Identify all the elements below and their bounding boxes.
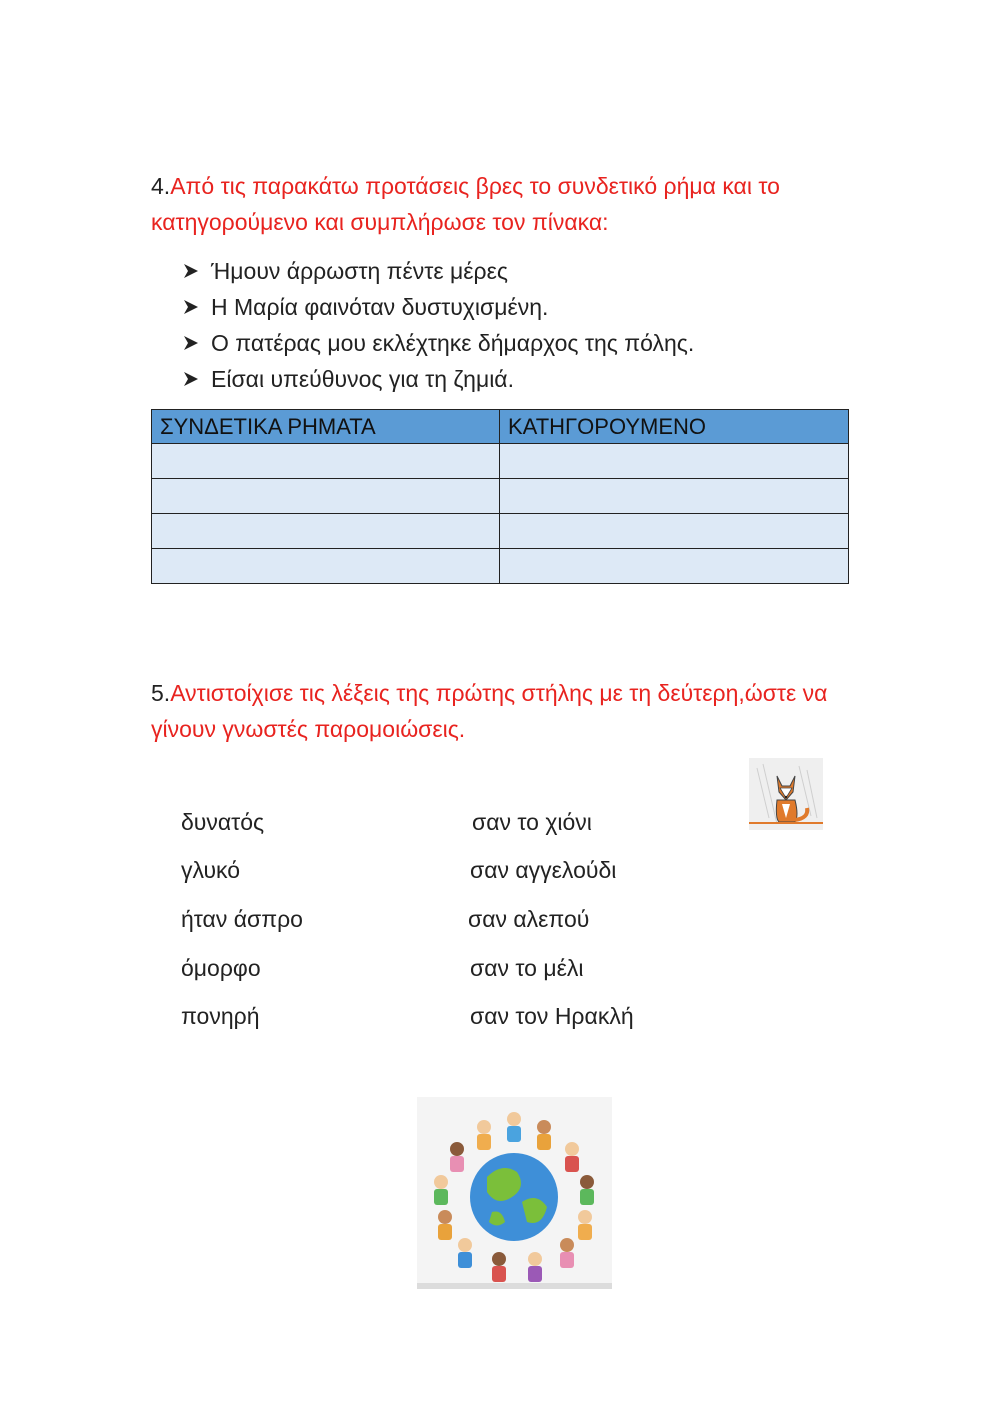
sentence-text: Η Μαρία φαινόταν δυστυχισμένη. [211,294,549,320]
question-4-prompt [151,168,871,240]
arrow-bullet-icon [183,299,199,315]
table-row [152,444,849,479]
arrow-bullet-icon [183,335,199,351]
header-linking-verbs: ΣΥΝΔΕΤΙΚΑ ΡΗΜΑΤΑ [152,410,500,444]
answer-cell-verb[interactable] [152,479,500,514]
table-row [152,549,849,584]
match-right-item[interactable]: σαν αλεπού [468,906,590,932]
question-5-number: 5. [151,680,171,706]
table-row [152,514,849,549]
question-4-number: 4. [151,173,171,199]
answer-table [151,409,849,584]
table-row [152,479,849,514]
match-left-item[interactable]: πονηρή [181,1003,260,1029]
question-5-text: Αντιστοίχισε τις λέξεις της πρώτης στήλης με τη δεύτερη,ώστε να γίνουν γνωστές παρομοιώσεις. [151,680,828,742]
list-item [183,253,694,289]
match-right-item[interactable]: σαν το χιόνι [472,809,592,835]
arrow-bullet-icon [183,371,199,387]
match-left-item[interactable]: γλυκό [181,857,241,883]
header-predicate: ΚΑΤΗΓΟΡΟΥΜΕΝΟ [500,410,849,444]
answer-cell-verb[interactable] [152,549,500,584]
sentence-text: Είσαι υπεύθυνος για τη ζημιά. [211,366,514,392]
sentence-text: Ήμουν άρρωστη πέντε μέρες [211,258,508,284]
match-right-item[interactable]: σαν τον Ηρακλή [470,1003,634,1029]
sentence-list [183,253,694,397]
question-5-prompt [151,675,871,747]
match-right-item[interactable]: σαν το μέλι [470,955,584,981]
table-header-row [152,410,849,444]
match-left-item[interactable]: όμορφο [181,955,261,981]
answer-cell-predicate[interactable] [500,514,849,549]
fox-illustration [749,758,823,830]
list-item [183,325,694,361]
children-around-globe-illustration [417,1097,612,1289]
question-4-text: Από τις παρακάτω προτάσεις βρες το συνδετικό ρήμα και το κατηγορούμενο και συμπλήρωσε τον πίνακα: [151,173,780,235]
answer-cell-predicate[interactable] [500,479,849,514]
list-item [183,361,694,397]
match-left-item[interactable]: ήταν άσπρο [181,906,303,932]
match-left-item[interactable]: δυνατός [181,809,265,835]
answer-cell-verb[interactable] [152,444,500,479]
answer-cell-predicate[interactable] [500,549,849,584]
sentence-text: Ο πατέρας μου εκλέχτηκε δήμαρχος της πόλης. [211,330,695,356]
list-item [183,289,694,325]
match-right-item[interactable]: σαν αγγελούδι [470,857,617,883]
arrow-bullet-icon [183,263,199,279]
answer-cell-predicate[interactable] [500,444,849,479]
answer-cell-verb[interactable] [152,514,500,549]
